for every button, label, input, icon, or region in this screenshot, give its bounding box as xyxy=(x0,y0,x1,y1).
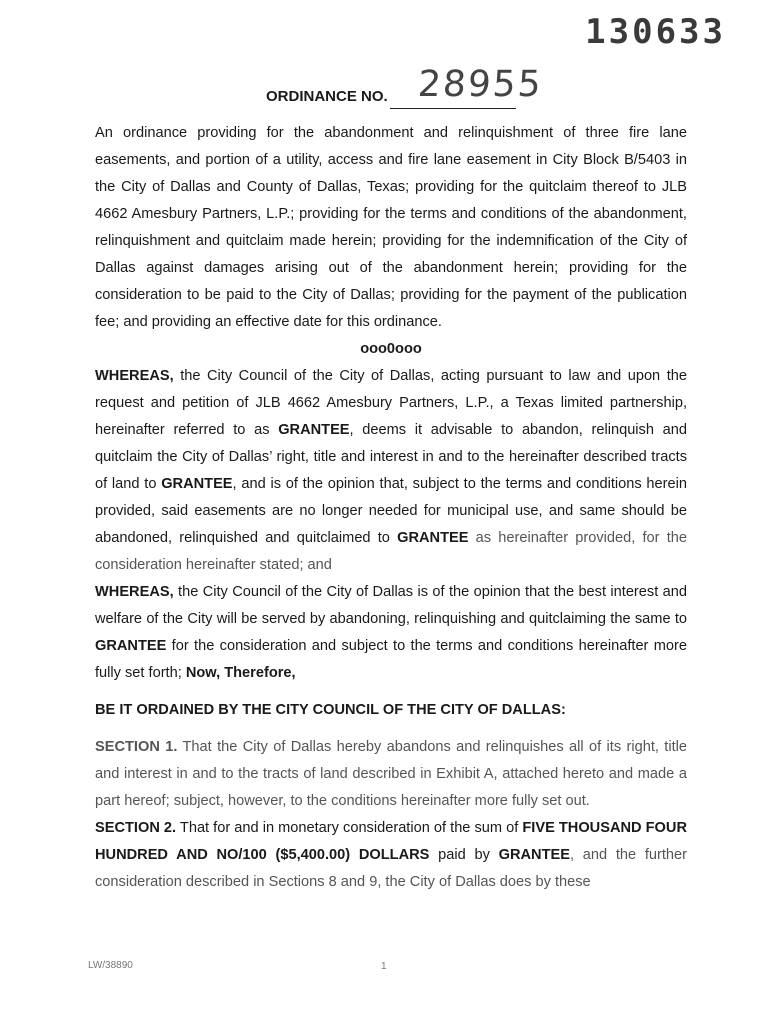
section-1: SECTION 1. That the City of Dallas hereby abandons and relinquishes all of its right, title and interest in and to the tracts of land described in Exhibit A, attached hereto and made a part hereof; subject, however, to the conditions hereinafter more fully set out. xyxy=(95,739,688,809)
whereas-paragraph-2: WHEREAS, the City Council of the City of Dallas is of the opinion that the best interest and welfare of the City will be served by abandoning, relinquishing and quitclaiming the same to GRANTEE for the consideration and subject to the terms and conditions hereinafter more fully set forth; Now, Therefore, xyxy=(95,584,687,681)
intro-paragraph: An ordinance providing for the abandonment and relinquishment of three fire lane easements, and portion of a utility, access and fire lane easement in City Block B/5403 in the City of Dallas and County of Dallas, Texas; providing for the quitclaim thereof to JLB 4662 Amesbury Partners, L.P.; providing for the terms and conditions of the abandonment, relinquishment and quitclaim made herein; providing for the indemnification of the City of Dallas against damages arising out of the abandonment herein; providing for the consideration to be paid to the City of Dallas; providing for the payment of the publication fee; and providing an effective date for this ordinance. xyxy=(95,125,687,330)
section-2-heading: SECTION 2. xyxy=(95,820,177,836)
grantee-term: GRANTEE xyxy=(95,638,167,654)
grantee-term: GRANTEE xyxy=(278,422,350,438)
spacer xyxy=(95,687,687,697)
section-2: SECTION 2. That for and in monetary consideration of the sum of FIVE THOUSAND FOUR HUNDRED AND NO/100 ($5,400.00) DOLLARS paid by GRANTEE, and the further consideration described in Sections 8 and 9, the City of Dallas does by these xyxy=(95,820,688,890)
whereas-lead: WHEREAS, xyxy=(95,584,174,600)
footer-doc-id: LW/38890 xyxy=(88,960,133,971)
footer-page-number: 1 xyxy=(381,961,387,972)
grantee-term: GRANTEE xyxy=(498,847,570,863)
ordinance-number: 28955 xyxy=(416,64,544,105)
therefore-text: Now, Therefore, xyxy=(185,665,296,681)
ordinance-label: ORDINANCE NO. xyxy=(266,88,388,105)
ordinance-title xyxy=(266,64,544,109)
spacer xyxy=(95,724,687,734)
whereas-lead: WHEREAS, xyxy=(95,368,174,384)
amount-text: FIVE THOUSAND FOUR HUNDRED AND NO/100 ($5,400.00) DOLLARS xyxy=(95,820,687,863)
ordinance-number-line xyxy=(390,64,544,109)
separator: ooo0ooo xyxy=(360,341,422,357)
stamp-number: 130633 xyxy=(585,12,726,52)
grantee-term: GRANTEE xyxy=(161,476,233,492)
document-body xyxy=(95,120,687,896)
grantee-term: GRANTEE xyxy=(397,530,469,546)
whereas-paragraph-1: WHEREAS, the City Council of the City of Dallas, acting pursuant to law and upon the request and petition of JLB 4662 Amesbury Partners, L.P., a Texas limited partnership, hereinafter referred to as GRANTEE, deems it advisable to abandon, relinquish and quitclaim the City of Dallas’ right, title and interest in and to the hereinafter described tracts of land to GRANTEE, and is of the opinion that, subject to the terms and conditions herein provided, said easements are no longer needed for municipal use, and same should be abandoned, relinquished and quitclaimed to GRANTEE as hereinafter provided, for the consideration hereinafter stated; and xyxy=(95,368,687,573)
section-1-heading: SECTION 1. xyxy=(95,739,178,755)
ordained-heading: BE IT ORDAINED BY THE CITY COUNCIL OF THE CITY OF DALLAS: xyxy=(95,702,566,718)
